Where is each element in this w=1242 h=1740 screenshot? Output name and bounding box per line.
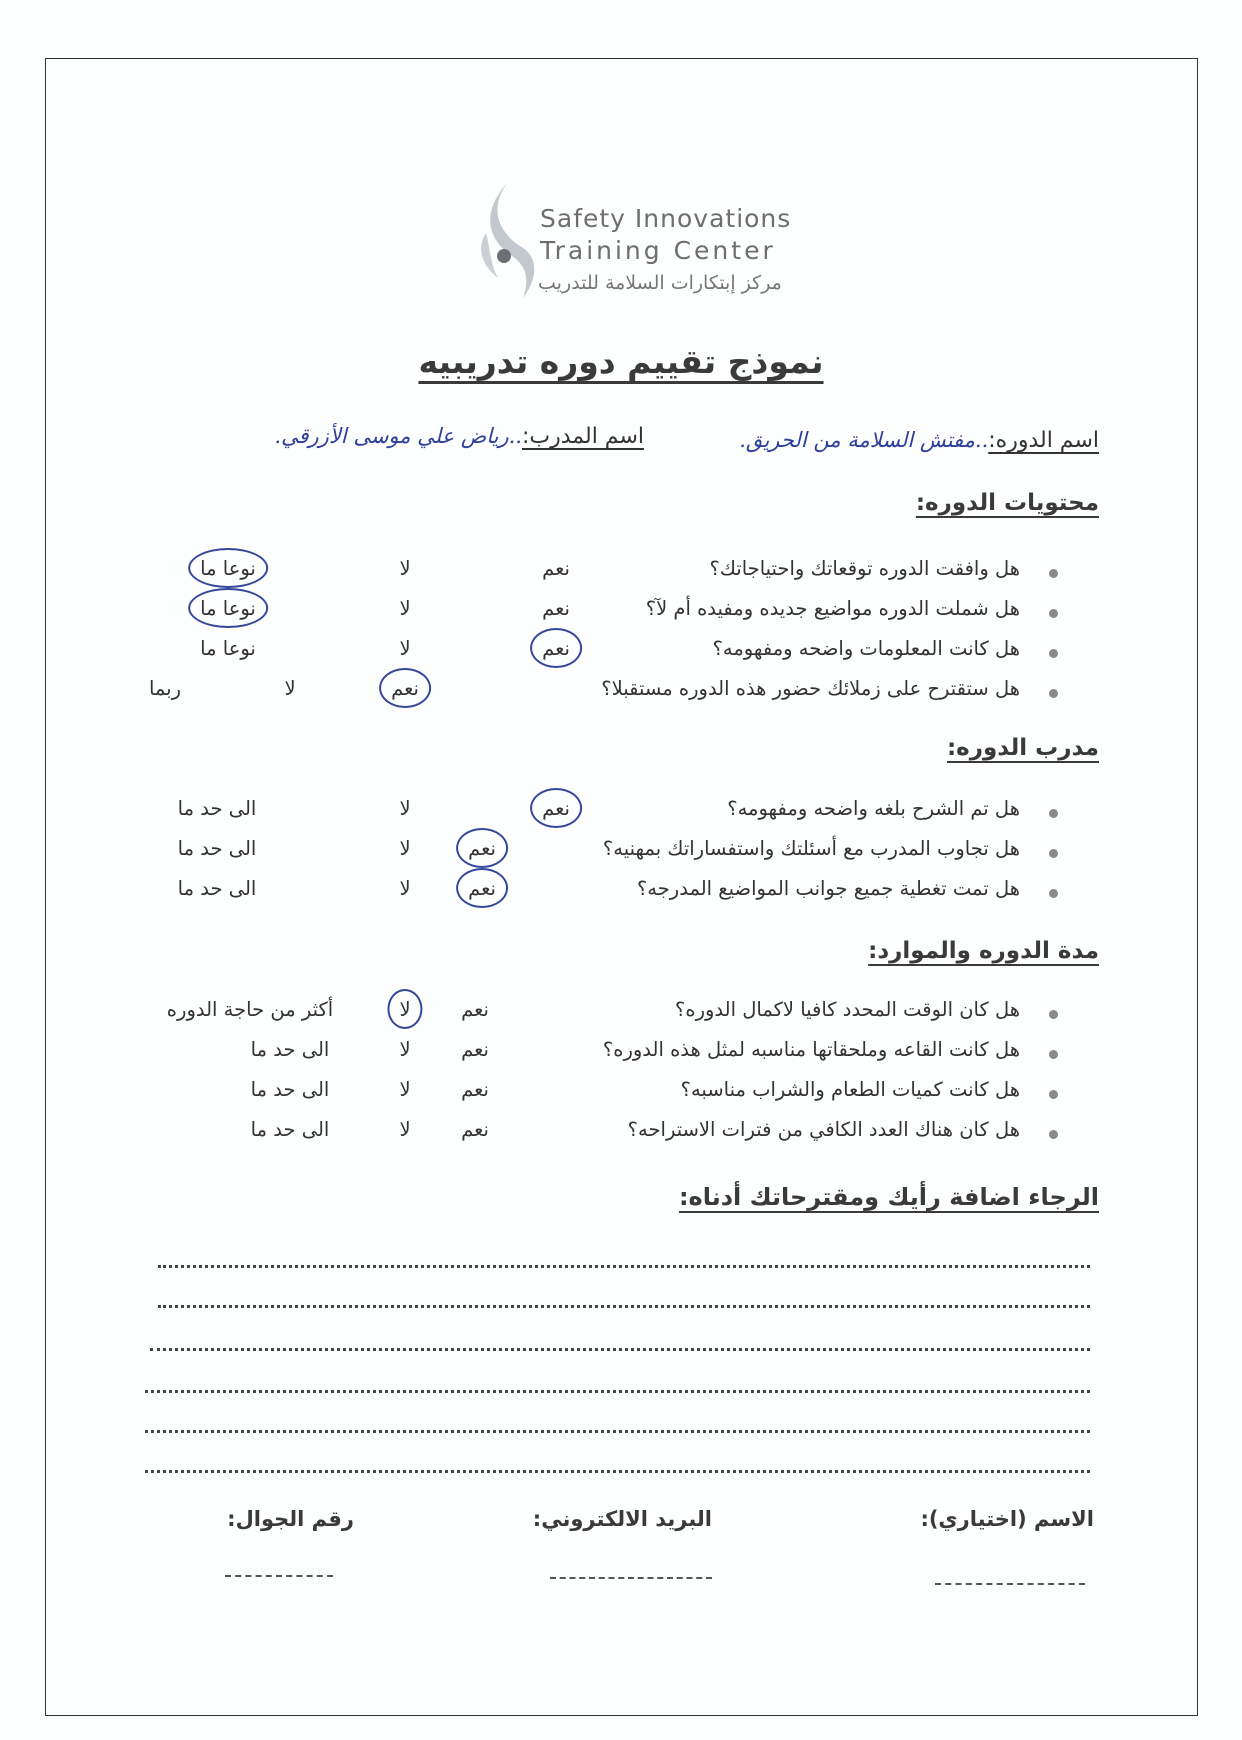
question-text: هل كان الوقت المحدد كافيا لاكمال الدوره؟ <box>675 998 1020 1021</box>
answer-option[interactable]: نعم <box>391 677 419 700</box>
answer-option[interactable]: نعم <box>542 597 570 620</box>
comments-heading: الرجاء اضافة رأيك ومقترحاتك أدناه: <box>678 1183 1099 1211</box>
answer-option[interactable]: الى حد ما <box>177 837 257 860</box>
mobile-input-line[interactable] <box>225 1575 333 1577</box>
answer-option[interactable]: الى حد ما <box>177 797 257 820</box>
answer-option[interactable]: ربما <box>148 677 182 700</box>
question-text: هل تمت تغطية جميع جوانب المواضيع المدرجه؟ <box>636 877 1020 900</box>
section-heading: مدرب الدوره: <box>946 735 1099 761</box>
answer-option[interactable]: لا <box>399 837 411 860</box>
email-label: البريد الالكتروني: <box>532 1507 712 1531</box>
bullet-icon <box>1049 809 1058 818</box>
answer-option[interactable]: نعم <box>468 837 496 860</box>
question-text: هل كانت القاعه وملحقاتها مناسبه لمثل هذه الدوره؟ <box>602 1038 1020 1061</box>
section-heading: محتويات الدوره: <box>915 490 1099 516</box>
bullet-icon <box>1049 649 1058 658</box>
question-text: هل تجاوب المدرب مع أسئلتك واستفساراتك بمهنيه؟ <box>602 837 1020 860</box>
logo-text-arabic: مركز إبتكارات السلامة للتدريب <box>538 272 782 294</box>
answer-option[interactable]: الى حد ما <box>250 1078 330 1101</box>
answer-option[interactable]: لا <box>284 677 296 700</box>
comment-line[interactable] <box>145 1430 1090 1433</box>
email-input-line[interactable] <box>550 1577 712 1579</box>
answer-option[interactable]: لا <box>399 597 411 620</box>
bullet-icon <box>1049 569 1058 578</box>
question-text: هل كانت كميات الطعام والشراب مناسبه؟ <box>680 1078 1020 1101</box>
bullet-icon <box>1049 1090 1058 1099</box>
answer-option[interactable]: الى حد ما <box>177 877 257 900</box>
logo-mark-icon <box>468 178 548 303</box>
name-input-line[interactable] <box>935 1583 1085 1585</box>
answer-option[interactable]: لا <box>399 557 411 580</box>
course-name-field <box>739 428 1099 453</box>
answer-option[interactable]: الى حد ما <box>250 1118 330 1141</box>
answer-option[interactable]: نوعا ما <box>200 637 256 660</box>
answer-option[interactable]: أكثر من حاجة الدوره <box>166 998 334 1021</box>
question-text: هل تم الشرح بلغه واضحه ومفهومه؟ <box>727 797 1020 820</box>
bullet-icon <box>1049 1010 1058 1019</box>
course-name-label: اسم الدوره: <box>988 428 1099 453</box>
bullet-icon <box>1049 1130 1058 1139</box>
course-name-value[interactable]: ..مفتش السلامة من الحريق. <box>739 428 989 452</box>
answer-option[interactable]: نعم <box>461 1038 489 1061</box>
answer-option[interactable]: الى حد ما <box>250 1038 330 1061</box>
answer-option[interactable]: لا <box>399 797 411 820</box>
answer-option[interactable]: لا <box>399 877 411 900</box>
name-optional-label: الاسم (اختياري): <box>920 1507 1094 1531</box>
answer-option[interactable]: نعم <box>468 877 496 900</box>
logo-text-line1: Safety Innovations <box>540 204 792 233</box>
bullet-icon <box>1049 689 1058 698</box>
answer-option[interactable]: نعم <box>542 637 570 660</box>
answer-option[interactable]: نعم <box>461 998 489 1021</box>
comment-line[interactable] <box>158 1305 1090 1308</box>
trainer-name-value[interactable]: ..رياض علي موسى الأزرقي. <box>274 424 522 448</box>
question-text: هل كانت المعلومات واضحه ومفهومه؟ <box>712 637 1020 660</box>
question-text: هل كان هناك العدد الكافي من فترات الاستراحه؟ <box>627 1118 1020 1141</box>
answer-option[interactable]: لا <box>399 637 411 660</box>
comment-line[interactable] <box>158 1265 1090 1268</box>
comment-line[interactable] <box>145 1390 1090 1393</box>
mobile-label: رقم الجوال: <box>227 1507 354 1531</box>
answer-option[interactable]: نوعا ما <box>200 557 256 580</box>
trainer-name-label: اسم المدرب: <box>521 424 644 449</box>
answer-option[interactable]: نعم <box>542 797 570 820</box>
answer-option[interactable]: نعم <box>461 1118 489 1141</box>
question-text: هل شملت الدوره مواضيع جديده ومفيده أم لآ؟ <box>645 597 1020 620</box>
question-text: هل وافقت الدوره توقعاتك واحتياجاتك؟ <box>709 557 1020 580</box>
form-title-text: نموذج تقييم دوره تدريبيه <box>418 342 824 381</box>
bullet-icon <box>1049 609 1058 618</box>
bullet-icon <box>1049 889 1058 898</box>
question-text: هل ستقترح على زملائك حضور هذه الدوره مستقبلا؟ <box>601 677 1020 700</box>
answer-option[interactable]: لا <box>399 1038 411 1061</box>
form-title <box>0 342 1242 381</box>
bullet-icon <box>1049 849 1058 858</box>
section-heading: مدة الدوره والموارد: <box>868 938 1099 964</box>
comment-line[interactable] <box>150 1348 1090 1351</box>
trainer-name-field <box>274 424 644 449</box>
comment-line[interactable] <box>145 1470 1090 1473</box>
answer-option[interactable]: لا <box>399 1118 411 1141</box>
logo-text-line2: Training Center <box>540 236 776 265</box>
answer-option[interactable]: نوعا ما <box>200 597 256 620</box>
answer-option[interactable]: نعم <box>542 557 570 580</box>
answer-option[interactable]: لا <box>399 998 411 1021</box>
answer-option[interactable]: نعم <box>461 1078 489 1101</box>
bullet-icon <box>1049 1050 1058 1059</box>
answer-option[interactable]: لا <box>399 1078 411 1101</box>
